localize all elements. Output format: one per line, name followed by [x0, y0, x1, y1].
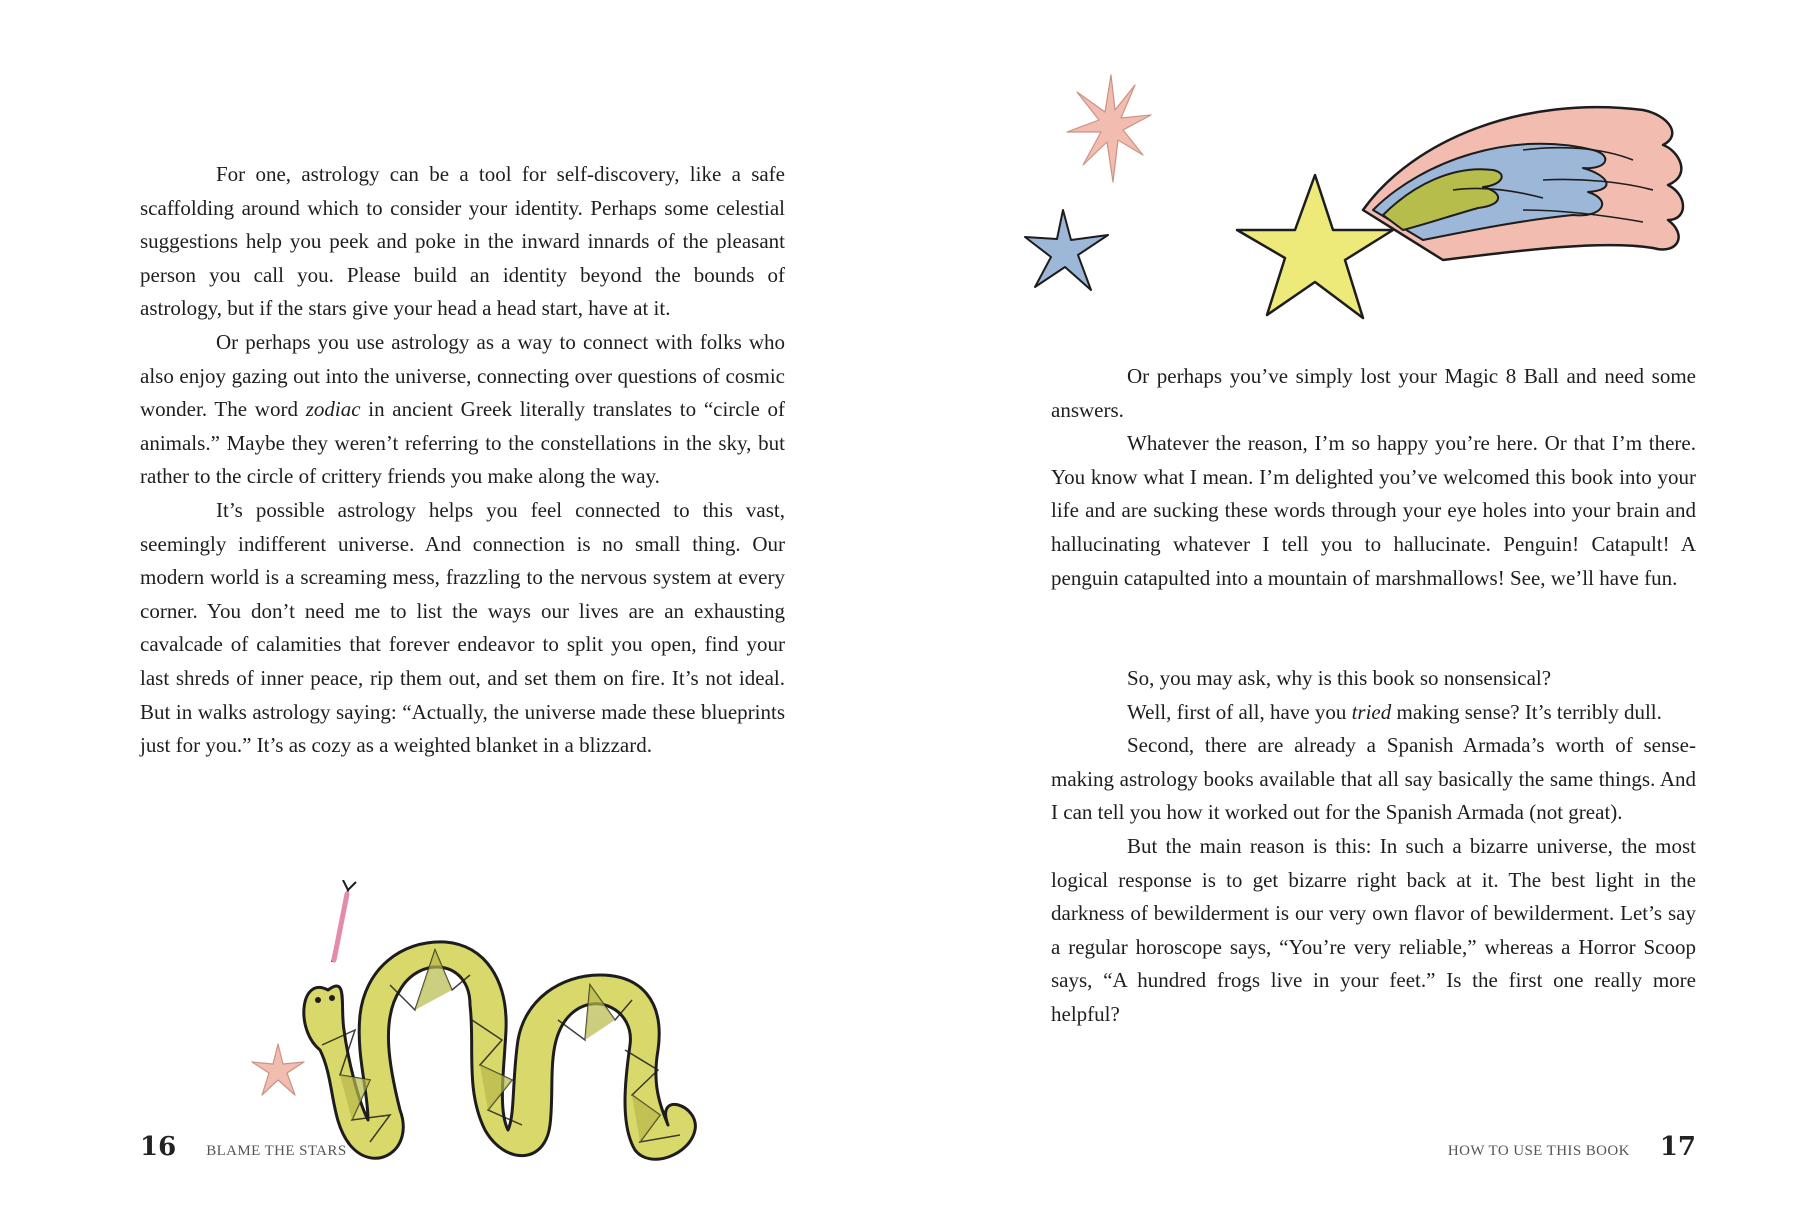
right-page-body-bottom	[1051, 662, 1696, 1032]
right-page-footer	[1448, 1132, 1696, 1162]
zodiac-italic: zodiac	[305, 397, 361, 422]
left-page-body	[140, 158, 785, 763]
paragraph: So, you may ask, why is this book so nonsensical?	[1127, 666, 1552, 690]
right-page	[903, 0, 1806, 1210]
paragraph: It’s possible astrology helps you feel connected to this vast, seemingly indifferent universe. And connection is no small thing. Our modern world is a screaming mess, frazzling to the nervous system at every corner. You don’t need me to list the ways our lives are an exhausting cavalcade of calamities that forever endeavor to split you open, find your last shreds of inner peace, rip them out, and set them on fire. It’s not ideal. But in walks astrology saying: “Actually, the universe made these blueprints just for you.” It’s as cozy as a weighted blanket in a blizzard.	[140, 497, 785, 758]
paragraph: For one, astrology can be a tool for self-discovery, like a safe scaffolding around which to consider your identity. Perhaps some celestial suggestions help you peek and poke in the inward innards of the pleasant person you call you. Please build an identity beyond the bounds of astrology, but if the stars give your head a head start, have at it.	[140, 162, 785, 321]
snake-illustration	[240, 880, 760, 1170]
paragraph: Well, first of all, have you tried making sense? It’s terribly dull.	[1127, 699, 1662, 724]
tried-italic: tried	[1351, 699, 1392, 724]
running-head: BLAME THE STARS	[206, 1143, 347, 1159]
left-page-footer	[140, 1132, 347, 1162]
running-head: HOW TO USE THIS BOOK	[1447, 1143, 1630, 1159]
paragraph: Second, there are already a Spanish Armada’s worth of sense-making astrology books available that all say basically the same things. And I can tell you how it worked out for the Spanish Armada (not great).	[1051, 733, 1696, 825]
right-page-body-top	[1051, 360, 1696, 595]
blue-star-icon	[1023, 205, 1113, 295]
shooting-star-illustration	[1223, 90, 1693, 325]
paragraph: Or perhaps you’ve simply lost your Magic 8 Ball and need some answers.	[1051, 364, 1696, 422]
paragraph: Or perhaps you use astrology as a way to connect with folks who also enjoy gazing out into the universe, connecting over questions of cosmic wonder. The word zodiac in ancient Greek literally translates to “circle of animals.” Maybe they weren’t referring to the constellations in the sky, but rather to the circle of crittery friends you make along the way.	[140, 329, 785, 489]
pink-sparkle-icon	[1063, 70, 1153, 185]
paragraph: Whatever the reason, I’m so happy you’re here. Or that I’m there. You know what I mean. I’m delighted you’ve welcomed this book into your life and are sucking these words through your eye holes into your brain and hallucinating whatever I tell you to hallucinate. Penguin! Catapult! A penguin catapulted into a mountain of marshmallows! See, we’ll have fun.	[1051, 431, 1696, 590]
page-number: 16	[140, 1132, 177, 1162]
paragraph: But the main reason is this: In such a bizarre universe, the most logical response is to get bizarre right back at it. The best light in the darkness of bewilderment is our very own flavor of bewilderment. Let’s say a regular horoscope says, “You’re very reliable,” whereas a Horror Scoop says, “A hundred frogs live in your feet.” Is the first one really more helpful?	[1051, 833, 1696, 1026]
page-number: 17	[1659, 1132, 1696, 1162]
